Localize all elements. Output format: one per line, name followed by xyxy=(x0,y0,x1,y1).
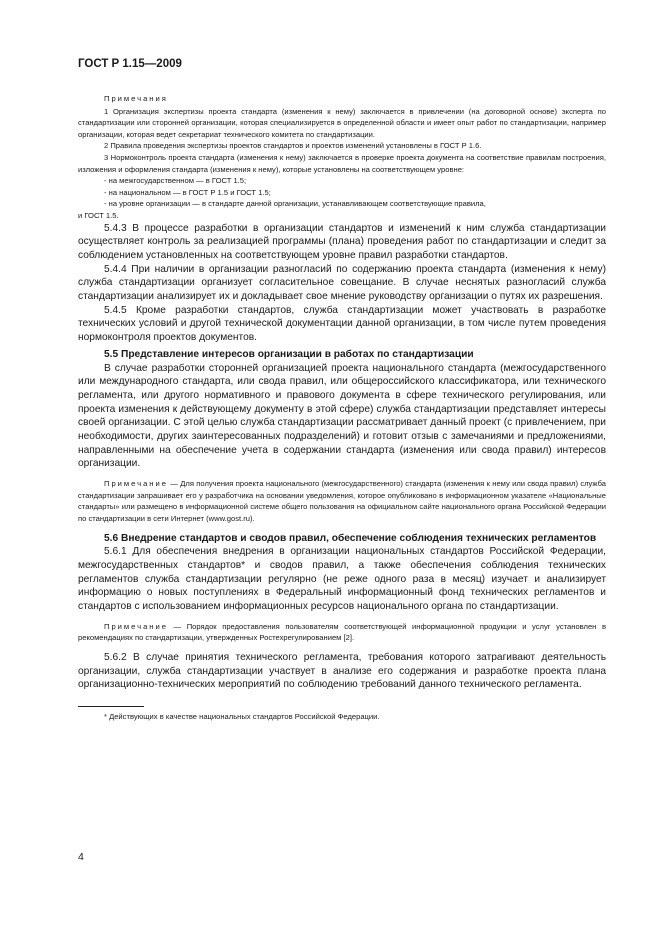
note-list xyxy=(78,175,606,210)
note-label: Примечание xyxy=(104,621,168,631)
document-page xyxy=(78,58,606,722)
main-text-3 xyxy=(78,651,606,692)
heading-5-5: 5.5 Представление интересов организации в работах по стандартизации xyxy=(104,348,474,360)
note-list-item: - на межгосударственном — в ГОСТ 1.5; xyxy=(78,175,606,187)
document-header: ГОСТ Р 1.15—2009 xyxy=(78,58,182,70)
note-list-item: - на национальном — в ГОСТ Р 1.5 и ГОСТ 1.5; xyxy=(78,187,606,199)
heading-5-6: 5.6 Внедрение стандартов и сводов правил, обеспечение соблюдения технических регламентов xyxy=(104,532,597,544)
paragraph-5-4-3: 5.4.3 В процессе разработки в организации стандартов и изменений к ним служба стандартизации осуществляет контроль за реализацией программы (плана) проведения работ по стандартизации и следит за соблюдением установленных на соответствующем уровне правил разработки стандартов. xyxy=(78,222,606,261)
note-5-6 xyxy=(78,621,606,644)
note-item-1: 1 Организация экспертизы проекта стандарта (изменения к нему) заключается в привлечении (на договорной основе) эксперта по стандартизации или сторонней организации, которая специализируется в определенной области и имеет опыт работ по стандартизации, например организации, которая ведет секретариат технического комитета по стандартизации. xyxy=(78,106,606,139)
notes-caption: Примечания xyxy=(104,94,168,103)
note-list-item: - на уровне организации — в стандарте данной организации, устанавливающем соответствующие правила, xyxy=(78,198,606,210)
main-text-2 xyxy=(78,532,606,614)
note-item-2: 2 Правила проведения экспертизы проектов стандартов и проектов изменений установлены в ГОСТ Р 1.6. xyxy=(104,141,482,151)
note-text: — Для получения проекта национального (межгосударственного) стандарта (изменения к нему или свода правил) служба стандартизации запрашивает его у разработчика на основании уведомления, которое опубликовано в информационном указателе «Национальные стандарты» или размещено в информационной системе общего пользования на официальном сайте национального органа Российской Федерации по стандартизации в сети Интернет (www.gost.ru). xyxy=(78,479,606,523)
footnote: * Действующих в качестве национальных стандартов Российской Федерации. xyxy=(104,712,380,722)
paragraph-5-4-5: 5.4.5 Кроме разработки стандартов, служба стандартизации может участвовать в разработке технических условий и другой технической документации данной организации, в том числе путем проведения нормоконтроля проектов документов. xyxy=(78,304,606,344)
notes-block xyxy=(78,93,606,222)
note-item-3: 3 Нормоконтроль проекта стандарта (изменения к нему) заключается в проверке проекта документа на соответствие правилам построения, изложения и оформления стандарта (изменения к нему), которые установлены на соответствующем уровне: xyxy=(78,152,606,174)
paragraph-5-6-2: 5.6.2 В случае принятия технического регламента, требования которого затрагивают деятельность организации, служба стандартизации участвует в анализе его содержания и разработке проекта плана организационно-технических мероприятий по соблюдению требований данного технического регламента. xyxy=(78,651,606,691)
main-text xyxy=(78,222,606,472)
note-list-tail: и ГОСТ 1.5. xyxy=(78,210,119,220)
page-number: 4 xyxy=(78,851,84,863)
note-label: Примечание xyxy=(104,479,168,489)
note-text: — Порядок предоставления пользователям соответствующей информационной продукции и услуг установлен в рекомендациях по стандартизации, утвержденных Ростехрегулированием [2]. xyxy=(78,621,606,643)
paragraph-5-4-4: 5.4.4 При наличии в организации разногласий по содержанию проекта стандарта (изменения к нему) служба стандартизации организует согласительное совещание. В случае неснятых разногласий служба стандартизации анализирует их и докладывает свое мнение руководству организации о путях их разрешения. xyxy=(78,263,606,303)
paragraph-5-5: В случае разработки сторонней организацией проекта национального стандарта (межгосударственного или международного стандарта, или свода правил, или общероссийского классификатора, или технического регламента, или другого нормативного и правового документа в сфере технического регулирования, или проекта изменения к действующему документу в этой сфере) служба стандартизации представляет интересы своей организации. С этой целью служба стандартизации рассматривает данный проект (с привлечением, при необходимости, других заинтересованных подразделений) и готовит отзыв с замечаниями и предложениями, направленными на обеспечение учета в содержании стандарта (изменения или свода правил) интересов организации. xyxy=(78,362,606,470)
footnote-divider xyxy=(78,706,144,707)
note-5-5 xyxy=(78,478,606,524)
paragraph-5-6-1: 5.6.1 Для обеспечения внедрения в организации национальных стандартов Российской Федерации, межгосударственных стандартов* и сводов правил, а также обеспечения соблюдения технических регламентов служба стандартизации регулярно (не реже одного раза в месяц) изучает и анализирует информацию о новых поступлениях в Федеральный информационный фонд технических регламентов и стандартов с использованием информационных ресурсов национального органа по стандартизации. xyxy=(78,546,606,613)
